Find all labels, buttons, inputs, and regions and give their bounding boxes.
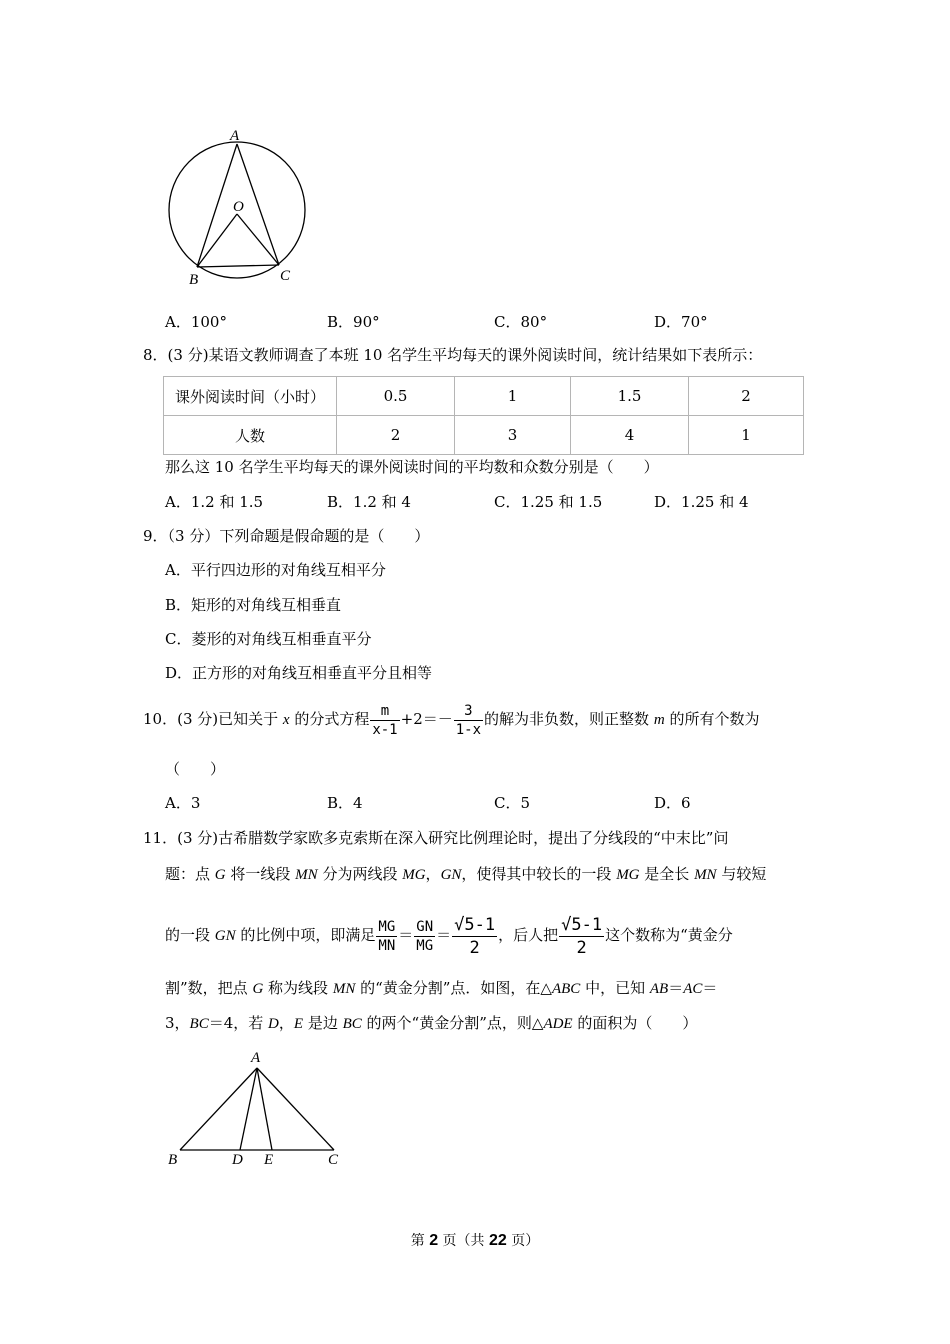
fraction-denominator: x-1	[372, 721, 398, 738]
q10-mid: 的分式方程	[289, 710, 370, 728]
var-g: G	[252, 981, 264, 997]
segment-ae	[257, 1068, 272, 1150]
q10-paren: （ ）	[165, 760, 226, 778]
q8-option-c: C．1.25 和 1.5	[494, 493, 603, 511]
q8-stem	[143, 345, 762, 365]
var-ade: ADE	[543, 1016, 573, 1032]
var-e: E	[293, 1016, 304, 1032]
page-footer	[0, 1230, 950, 1250]
table-cell: 人数	[164, 416, 337, 455]
var-mg: MG	[402, 867, 426, 883]
golden-section-triangle-figure	[160, 1044, 360, 1174]
var-mg: MG	[616, 867, 640, 883]
q9-option-c: C．菱形的对角线互相垂直平分	[165, 630, 372, 648]
text: 题：点	[165, 865, 215, 883]
q10-option-d: D．6	[654, 794, 691, 812]
fraction-denominator: MG	[416, 937, 434, 954]
var-mn: MN	[694, 867, 717, 883]
text: 与较短	[716, 865, 767, 883]
text: ，后人把	[498, 926, 559, 944]
text: 是边	[303, 1014, 343, 1032]
var-bc: BC	[342, 1016, 362, 1032]
q8-option-b: B．1.2 和 4	[327, 493, 411, 511]
var-bc: BC	[189, 1016, 209, 1032]
label-a: A	[230, 128, 240, 144]
fraction-numerator	[559, 914, 604, 937]
fraction-golden-ratio	[452, 914, 497, 959]
q8-question: 那么这 10 名学生平均每天的课外阅读时间的平均数和众数分别是（ ）	[165, 458, 659, 476]
text: ，使得其中较长的一段	[461, 865, 617, 883]
text: 的比例中项，即满足	[235, 926, 376, 944]
table-cell: 课外阅读时间（小时）	[164, 377, 337, 416]
fraction-numerator: 3	[454, 702, 483, 721]
footer-pre: 第	[410, 1233, 430, 1249]
label-e: E	[264, 1152, 274, 1168]
label-b: B	[189, 272, 199, 288]
var-d: D	[268, 1016, 279, 1032]
fraction-denominator: MN	[378, 937, 396, 954]
q11-line5	[165, 1013, 697, 1034]
segment-ad	[240, 1068, 257, 1150]
q8-option-a: A．1.2 和 1.5	[165, 493, 264, 511]
q7-option-c: C．80°	[494, 313, 548, 331]
text: ，	[278, 1014, 294, 1032]
q8-option-d: D．1.25 和 4	[654, 493, 749, 511]
text: 的两个“黄金分割”点，则△	[361, 1014, 544, 1032]
fraction-denominator: 1-x	[455, 721, 482, 738]
fraction-gn-mg	[414, 918, 435, 955]
table-cell: 2	[689, 377, 804, 416]
text: ，	[425, 865, 441, 883]
radicand: 5-1	[464, 914, 496, 935]
label-a: A	[251, 1050, 261, 1066]
text: ＝4，若	[208, 1014, 269, 1032]
var-mn: MN	[332, 981, 356, 997]
q10-option-b: B．4	[327, 794, 363, 812]
text: 这个数称为“黄金分	[605, 926, 733, 944]
var-gn: GN	[440, 867, 462, 883]
fraction-denominator: 2	[469, 937, 480, 958]
fraction-numerator	[452, 914, 497, 937]
text: 分为两线段	[317, 865, 403, 883]
circle-triangle-figure	[160, 122, 320, 292]
q10-var-x: x	[282, 712, 290, 728]
label-o: O	[233, 199, 244, 215]
table-cell: 3	[455, 416, 571, 455]
equals: ＝	[668, 979, 684, 997]
q7-option-b: B．90°	[327, 313, 380, 331]
q10-post2: 的所有个数为	[664, 710, 760, 728]
fraction-golden-ratio	[559, 914, 604, 959]
text: 称为线段	[263, 979, 333, 997]
table-row	[164, 377, 804, 416]
label-c: C	[328, 1152, 339, 1168]
text: 割”数，把点	[165, 979, 253, 997]
fraction-numerator: GN	[416, 918, 434, 935]
label-c: C	[280, 268, 291, 284]
page-number: 2	[429, 1232, 439, 1249]
label-d: D	[232, 1152, 243, 1168]
radicand: 5-1	[571, 914, 603, 935]
sqrt-icon: √	[454, 914, 465, 935]
table-cell: 0.5	[337, 377, 455, 416]
text: 3，	[165, 1014, 190, 1032]
q9-stem: 9．（3 分）下列命题是假命题的是（ ）	[143, 527, 430, 545]
q11-line3	[165, 910, 733, 961]
segment-ob	[197, 214, 237, 267]
q7-option-a: A．100°	[165, 313, 227, 331]
equals: ＝	[398, 926, 414, 944]
footer-mid: 页（共	[438, 1233, 489, 1249]
table-row	[164, 416, 804, 455]
sqrt-icon: √	[561, 914, 572, 935]
text: 的“黄金分割”点．如图，在△	[355, 979, 552, 997]
table-cell: 2	[337, 416, 455, 455]
var-ac: AC	[683, 981, 703, 997]
table-cell: 1	[455, 377, 571, 416]
q10-pre: 10．(3 分)已知关于	[143, 710, 283, 728]
fraction-numerator: MG	[378, 918, 396, 935]
equals: ＝	[436, 926, 452, 944]
segment-oc	[237, 214, 279, 265]
text: 中，已知	[580, 979, 650, 997]
reading-time-table	[163, 376, 804, 455]
q10-var-m: m	[653, 712, 665, 728]
total-pages: 22	[489, 1232, 507, 1249]
segment-bc	[197, 265, 279, 267]
var-abc: ABC	[551, 981, 581, 997]
var-ab: AB	[649, 981, 669, 997]
text: 的一段	[165, 926, 215, 944]
q10-post: 的解为非负数，则正整数	[484, 710, 654, 728]
table-cell: 4	[571, 416, 689, 455]
table-cell: 1	[689, 416, 804, 455]
q7-option-d: D．70°	[654, 313, 708, 331]
q11-line4	[165, 978, 717, 999]
q10-mid2: +2＝－	[400, 710, 453, 728]
fraction-denominator: 2	[576, 937, 587, 958]
var-gn: GN	[214, 928, 236, 944]
q10-option-c: C．5	[494, 794, 531, 812]
fraction-numerator: m	[370, 702, 399, 721]
text: 的面积为（ ）	[572, 1014, 698, 1032]
table-cell: 1.5	[571, 377, 689, 416]
q10-fraction-m	[370, 702, 399, 739]
q11-line2	[165, 864, 766, 885]
q11-line1: 11．(3 分)古希腊数学家欧多克索斯在深入研究比例理论时，提出了分线段的“中末比”问	[143, 829, 729, 847]
segment-ab	[197, 144, 237, 267]
footer-post: 页）	[506, 1233, 540, 1249]
q8-number: 8．	[143, 346, 168, 364]
q9-option-d: D．正方形的对角线互相垂直平分且相等	[165, 664, 433, 682]
q10-option-a: A．3	[165, 794, 201, 812]
q8-stem-text: (3 分)某语文教师调查了本班 10 名学生平均每天的课外阅读时间，统计结果如下表所示：	[167, 346, 763, 364]
q10-stem	[143, 697, 759, 742]
var-mn: MN	[295, 867, 318, 883]
fraction-mg-mn	[376, 918, 397, 955]
q9-option-b: B．矩形的对角线互相垂直	[165, 596, 342, 614]
segment-ac	[257, 1068, 334, 1150]
label-b: B	[168, 1152, 178, 1168]
text: 是全长	[639, 865, 695, 883]
text: ＝	[702, 979, 718, 997]
q9-option-a: A．平行四边形的对角线互相平分	[165, 561, 386, 579]
segment-ab	[180, 1068, 257, 1150]
var-g: G	[214, 867, 226, 883]
q10-fraction-3	[454, 702, 483, 739]
text: 将一线段	[225, 865, 296, 883]
